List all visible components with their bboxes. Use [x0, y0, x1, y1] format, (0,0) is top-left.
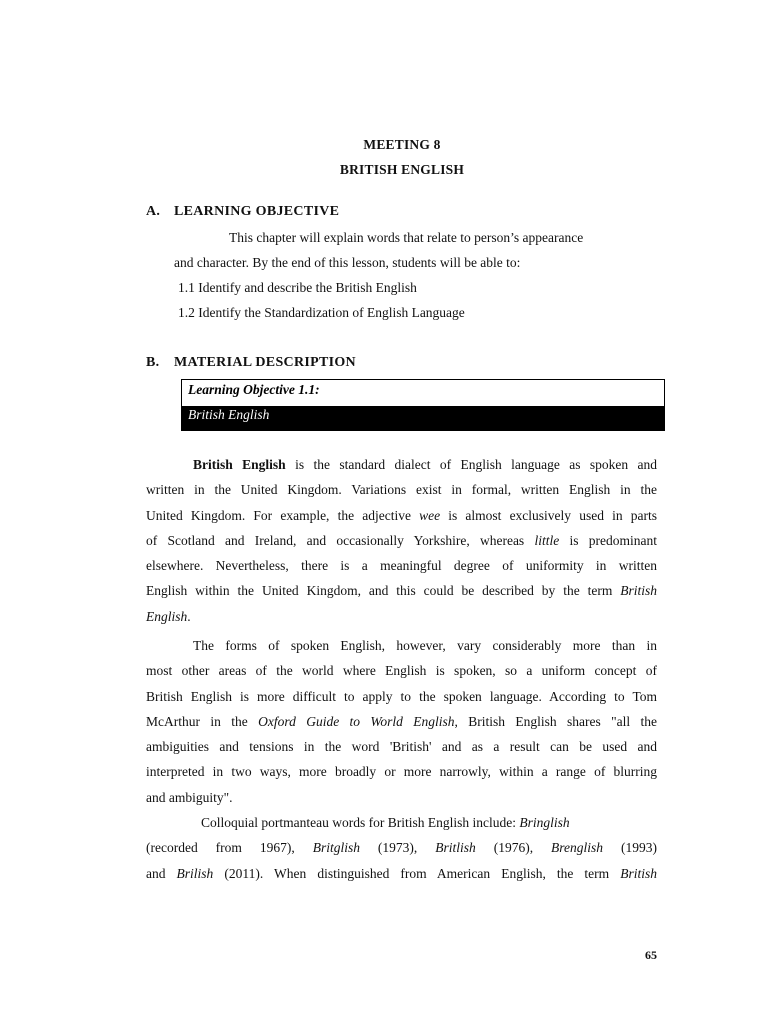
italic-word: Bringlish: [519, 815, 570, 830]
italic-word: wee: [419, 507, 441, 523]
learning-objective-box: [181, 379, 665, 431]
paragraph-line: [146, 633, 657, 658]
text-span: English within the United Kingdom, and this could be described by the term: [146, 583, 621, 599]
text-span: and: [146, 865, 177, 881]
objective-intro-line-2: and character. By the end of this lesson, students will be able to:: [174, 255, 521, 270]
text-span: from: [215, 840, 242, 856]
paragraph-line: [146, 528, 657, 553]
text-span: 1967),: [259, 840, 313, 856]
text-span: (1976),: [475, 840, 534, 856]
italic-word: little: [534, 532, 560, 548]
paragraph-line: interpreted in two ways, more broadly or more narrowly, within a range of blurring: [146, 764, 657, 780]
section-a-label: LEARNING OBJECTIVE: [174, 204, 340, 219]
section-b-letter: B.: [146, 355, 160, 370]
italic-word: Britlish: [435, 840, 476, 856]
text-span: The forms of spoken English, however, vary considerably more than in: [193, 638, 657, 653]
text-span: McArthur in the: [146, 713, 259, 729]
paragraph-line: [146, 709, 657, 734]
paragraph-line: British English is more difficult to apply to the spoken language. According to Tom: [146, 688, 657, 704]
text-span: is the standard dialect of English language as spoken and: [285, 457, 657, 472]
text-span: is predominant: [559, 532, 657, 548]
text-span: .: [187, 608, 191, 624]
section-b-heading: [146, 355, 356, 371]
paragraph-line: [146, 503, 657, 528]
paragraph-british-english: [146, 452, 657, 629]
paragraph-line: [146, 861, 657, 886]
section-b-label: MATERIAL DESCRIPTION: [174, 355, 356, 370]
chapter-title: BRITISH ENGLISH: [339, 162, 465, 177]
paragraph-line: ambiguities and tensions in the word 'British' and as a result can be used and: [146, 739, 657, 755]
term-british-english: British English: [193, 457, 286, 472]
text-span: (recorded: [146, 840, 198, 856]
section-a-heading: [146, 204, 339, 220]
text-span: Colloquial portmanteau words for British English include:: [201, 815, 520, 830]
paragraph-line: elsewhere. Nevertheless, there is a meaningful degree of uniformity in written: [146, 558, 657, 574]
paragraph-portmanteau: [146, 810, 657, 886]
italic-word: Brenglish: [551, 840, 604, 856]
text-span: (1973),: [359, 840, 436, 856]
italic-word: Brilish: [176, 865, 214, 881]
objective-item-1: 1.1 Identify and describe the British English: [178, 280, 417, 295]
italic-word: British: [620, 583, 657, 599]
learning-objective-subject: British English: [182, 406, 664, 431]
text-span: of Scotland and Ireland, and occasionally Yorkshire, whereas: [146, 532, 535, 548]
paragraph-line: [146, 604, 657, 629]
text-span: (1993): [603, 840, 657, 856]
section-a-letter: A.: [146, 204, 161, 219]
page-number: 65: [645, 948, 657, 962]
objective-item-2: 1.2 Identify the Standardization of English Language: [178, 305, 465, 320]
italic-word: English: [146, 608, 188, 624]
italic-word: Britglish: [312, 840, 360, 856]
italic-word: British: [620, 865, 657, 881]
text-span: , British English shares "all the: [454, 713, 657, 729]
paragraph-line: [146, 578, 657, 603]
meeting-title: MEETING 8: [363, 137, 441, 152]
book-title: Oxford Guide to World English: [258, 713, 455, 729]
paragraph-line: written in the United Kingdom. Variations exist in formal, written English in the: [146, 482, 657, 498]
paragraph-line: and ambiguity".: [146, 789, 233, 805]
paragraph-line: [146, 835, 657, 860]
paragraph-spoken-english: [146, 633, 657, 810]
learning-objective-label: Learning Objective 1.1:: [182, 380, 664, 406]
objective-intro-line-1: This chapter will explain words that relate to person’s appearance: [229, 230, 584, 245]
paragraph-line: [146, 452, 657, 477]
paragraph-line: most other areas of the world where English is spoken, so a uniform concept of: [146, 663, 657, 679]
text-span: is almost exclusively used in parts: [440, 507, 657, 523]
text-span: United Kingdom. For example, the adjective: [146, 507, 420, 523]
paragraph-line: [146, 810, 657, 835]
text-span: (2011). When distinguished from American English, the term: [213, 865, 621, 881]
